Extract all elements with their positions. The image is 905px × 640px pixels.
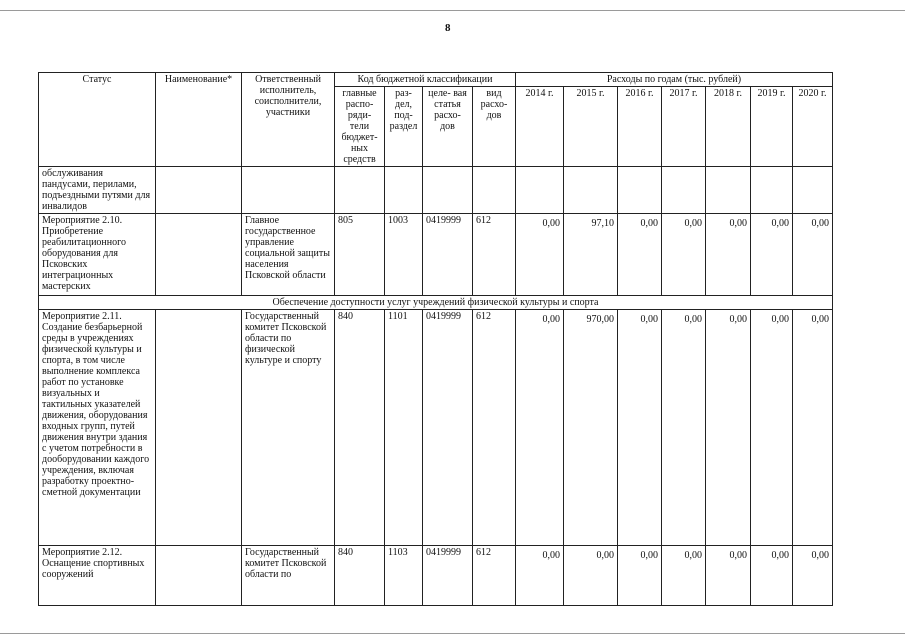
row-target-code: 0419999 xyxy=(423,310,473,546)
budget-table xyxy=(38,72,833,606)
row-status: Мероприятие 2.10. Приобретение реабилитационного оборудования для Псковских интеграционных мастерских xyxy=(39,214,156,296)
row-value: 0,00 xyxy=(662,546,706,606)
header-year: 2014 г. xyxy=(516,87,564,167)
scan-edge-bottom xyxy=(0,633,905,634)
header-year: 2019 г. xyxy=(751,87,793,167)
continuation-cell: обслуживания пандусами, перилами, подъездными путями для инвалидов xyxy=(39,167,156,214)
header-year: 2016 г. xyxy=(618,87,662,167)
row-value: 0,00 xyxy=(662,310,706,546)
row-value: 0,00 xyxy=(516,214,564,296)
header-gl-admin: главные распо- ряди- тели бюджет- ных средств xyxy=(335,87,385,167)
row-name xyxy=(156,214,242,296)
row-value: 0,00 xyxy=(793,214,833,296)
header-year: 2020 г. xyxy=(793,87,833,167)
row-value: 0,00 xyxy=(706,546,751,606)
row-name xyxy=(156,310,242,546)
table-row xyxy=(39,214,833,296)
row-value: 0,00 xyxy=(564,546,618,606)
row-type-code: 612 xyxy=(473,214,516,296)
row-name xyxy=(156,546,242,606)
row-value: 0,00 xyxy=(793,310,833,546)
page-number: 8 xyxy=(445,22,451,34)
row-section-code: 1103 xyxy=(385,546,423,606)
header-status: Статус xyxy=(39,73,156,167)
header-year: 2017 г. xyxy=(662,87,706,167)
row-responsible: Главное государственное управление социальной защиты населения Псковской области xyxy=(242,214,335,296)
header-section: раз- дел, под- раздел xyxy=(385,87,423,167)
header-expenses: Расходы по годам (тыс. рублей) xyxy=(516,73,833,87)
row-responsible: Государственный комитет Псковской области по xyxy=(242,546,335,606)
row-value: 0,00 xyxy=(618,546,662,606)
row-value: 0,00 xyxy=(516,310,564,546)
row-value: 0,00 xyxy=(662,214,706,296)
header-target: целе- вая статья расхо- дов xyxy=(423,87,473,167)
header-year: 2015 г. xyxy=(564,87,618,167)
header-responsible: Ответственный исполнитель, соисполнители, участники xyxy=(242,73,335,167)
table-row xyxy=(39,546,833,606)
row-gl-code: 805 xyxy=(335,214,385,296)
row-target-code: 0419999 xyxy=(423,546,473,606)
row-value: 0,00 xyxy=(618,214,662,296)
row-value: 970,00 xyxy=(564,310,618,546)
scan-edge-top xyxy=(0,10,905,11)
row-status: Мероприятие 2.11. Создание безбарьерной среды в учреждениях физической культуры и спорта, в том числе выполнение комплекса работ по установке визуальных и тактильных указателей движения, оборудования входных групп, путей движения внутри здания с учетом потребности в дооборудовании каждого учреждения, включая разработку проектно-сметной документации xyxy=(39,310,156,546)
header-year: 2018 г. xyxy=(706,87,751,167)
row-responsible: Государственный комитет Псковской области по физической культуре и спорту xyxy=(242,310,335,546)
row-value: 0,00 xyxy=(751,310,793,546)
row-section-code: 1101 xyxy=(385,310,423,546)
header-type: вид расхо- дов xyxy=(473,87,516,167)
row-value: 0,00 xyxy=(516,546,564,606)
row-value: 0,00 xyxy=(751,546,793,606)
row-value: 97,10 xyxy=(564,214,618,296)
row-value: 0,00 xyxy=(706,214,751,296)
row-type-code: 612 xyxy=(473,546,516,606)
row-type-code: 612 xyxy=(473,310,516,546)
header-name: Наименование* xyxy=(156,73,242,167)
row-value: 0,00 xyxy=(793,546,833,606)
header-budget-classification: Код бюджетной классификации xyxy=(335,73,516,87)
section-title: Обеспечение доступности услуг учреждений физической культуры и спорта xyxy=(39,296,833,310)
table-row xyxy=(39,310,833,546)
row-gl-code: 840 xyxy=(335,310,385,546)
row-value: 0,00 xyxy=(706,310,751,546)
row-gl-code: 840 xyxy=(335,546,385,606)
row-status: Мероприятие 2.12. Оснащение спортивных сооружений xyxy=(39,546,156,606)
row-value: 0,00 xyxy=(751,214,793,296)
row-section-code: 1003 xyxy=(385,214,423,296)
row-value: 0,00 xyxy=(618,310,662,546)
row-target-code: 0419999 xyxy=(423,214,473,296)
